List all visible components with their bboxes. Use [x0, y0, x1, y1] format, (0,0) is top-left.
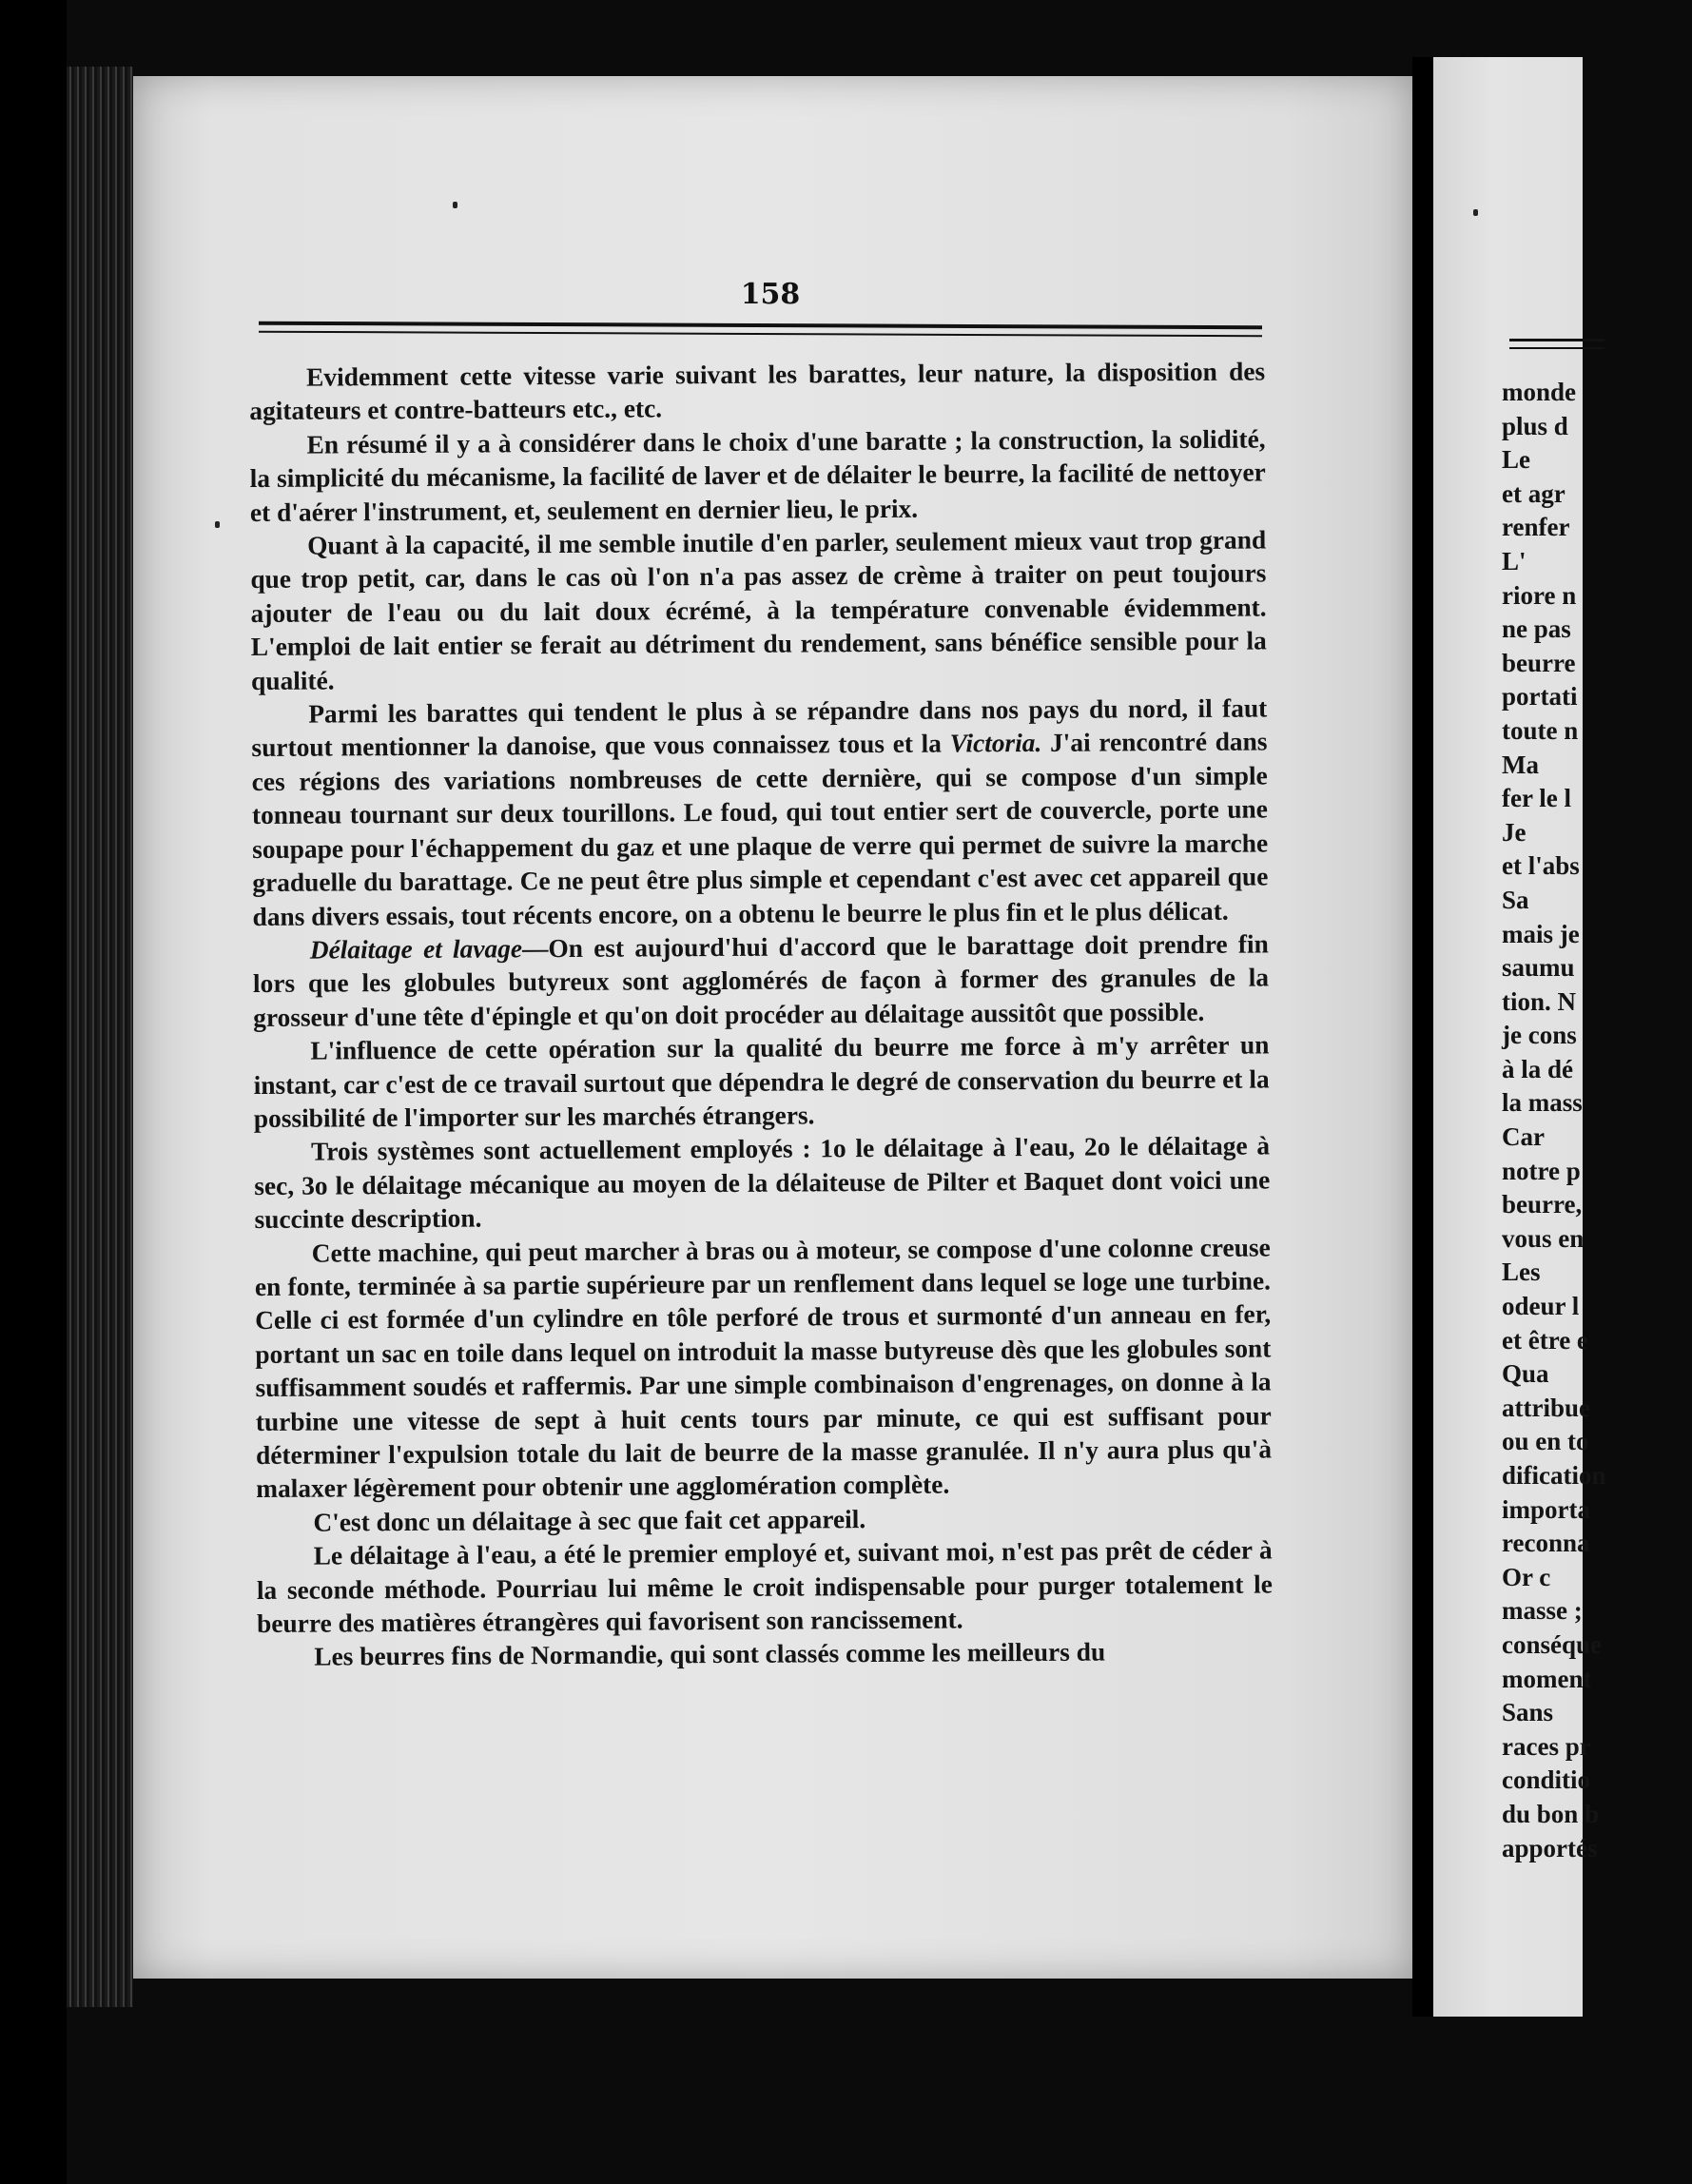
ink-speck	[453, 202, 457, 208]
adjacent-line-fragment: reconna	[1502, 1529, 1590, 1558]
adjacent-line-fragment: Ma	[1502, 750, 1539, 779]
adjacent-line-fragment: à la dé	[1502, 1054, 1574, 1083]
adjacent-page-text	[1502, 376, 1692, 1865]
adjacent-line-fragment: fer le l	[1502, 784, 1571, 813]
text-run: —On est aujourd'hui d'accord que le barattage doit prendre fin lors que les globules butyreux sont agglomérés de façon à former des granules de la grosseur d'une tête d'épingle et qu'on doit procéder au délaitage aussitôt que possible.	[252, 929, 1270, 1032]
adjacent-line-fragment: monde	[1502, 378, 1577, 406]
adjacent-line-fragment: importa	[1502, 1494, 1590, 1524]
text-run: Le délaitage à l'eau, a été le premier employé et, suivant moi, n'est pas prêt de céder à la seconde méthode. Pourriau lui même le croit indispensable pour purger totalement le beurre des matières étrangères qui favorisent son rancissement.	[256, 1535, 1273, 1639]
adjacent-line-fragment: masse ;	[1502, 1596, 1583, 1626]
adjacent-line-fragment: toute n	[1502, 715, 1579, 745]
adjacent-line-fragment: riore n	[1502, 580, 1577, 610]
adjacent-line-fragment: conséque	[1502, 1629, 1603, 1659]
adjacent-line-fragment: Je	[1502, 817, 1527, 847]
adjacent-line-fragment: Sans	[1502, 1698, 1554, 1727]
text-run: Les beurres fins de Normandie, qui sont classés comme les meilleurs du	[314, 1637, 1106, 1672]
scan-border	[0, 0, 67, 2184]
adjacent-line-fragment: et l'abs	[1502, 851, 1580, 881]
adjacent-line-fragment: renfer	[1502, 513, 1570, 542]
adjacent-line-fragment: attribue	[1502, 1393, 1590, 1422]
text-run: Trois systèmes sont actuellement employés : 1o le délaitage à l'eau, 2o le délaitage à sec, 3o le délaitage mécanique au moyen de la délaiteuse de Pilter et Baquet dont voici une succinte description.	[254, 1131, 1271, 1235]
adjacent-line-fragment: ne pas	[1502, 614, 1571, 644]
adjacent-line-fragment: beurre,	[1502, 1190, 1583, 1219]
paragraph	[250, 524, 1267, 699]
italic-text: Victoria.	[949, 729, 1042, 758]
paragraph	[255, 1231, 1273, 1507]
adjacent-line-fragment: tion. N	[1502, 986, 1577, 1016]
italic-text: Délaitage et lavage	[309, 934, 523, 965]
adjacent-line-fragment: beurre	[1502, 648, 1576, 677]
adjacent-line-fragment: mais je	[1502, 919, 1580, 948]
paragraph	[251, 692, 1268, 934]
text-run: Evidemment cette vitesse varie suivant les barattes, leur nature, la disposition des agitateurs et contre-batteurs etc., etc.	[249, 357, 1266, 426]
text-run: C'est donc un délaitage à sec que fait cet appareil.	[313, 1504, 866, 1537]
adjacent-line-fragment: conditio	[1502, 1765, 1591, 1795]
adjacent-line-fragment: Qua	[1502, 1359, 1549, 1389]
paragraph	[249, 422, 1266, 530]
adjacent-line-fragment: je cons	[1502, 1021, 1577, 1050]
paragraph	[249, 355, 1265, 428]
adjacent-line-fragment: ou en to	[1502, 1427, 1589, 1456]
adjacent-header-rule-thick	[1509, 339, 1604, 341]
adjacent-line-fragment: plus d	[1502, 411, 1568, 440]
adjacent-line-fragment: Car	[1502, 1122, 1545, 1152]
adjacent-line-fragment: notre p	[1502, 1156, 1581, 1185]
text-run: Cette machine, qui peut marcher à bras ou à moteur, se compose d'une colonne creuse en fonte, terminée à sa partie supérieure par un renflement dans lequel se loge une turbine. Celle ci est formée d'un cylindre en tôle perforé de trous et surmonté d'un anneau en fer, portant un sac en toile dans lequel on introduit la masse butyreuse dès que les globules sont suffisamment soudés et raffermis. Par une simple combinaison d'engrenages, on donne à la turbine une vitesse de sept à huit cents tours par minute, ce qui est suffisant pour déterminer l'expulsion totale du lait de beurre de la masse granulée. Il n'y aura plus qu'à malaxer légèrement pour obtenir une agglomération complète.	[254, 1233, 1273, 1504]
page-number: 158	[740, 278, 801, 311]
adjacent-line-fragment: Le	[1502, 445, 1530, 475]
ink-speck	[1473, 209, 1478, 216]
text-run: J'ai rencontré dans ces régions des variations nombreuses de cette dernière, qui se compose d'un simple tonneau tournant sur deux tourillons. Le foud, qui tout entier sert de couvercle, porte une soupape pour l'échappement du gaz et une plaque de verre qui permet de suivre la marche graduelle du barattage. Ce ne peut être plus simple et cependant c'est avec cet appareil que dans divers essais, tout récents encore, on a obtenu le beurre le plus fin et le plus délicat.	[251, 727, 1269, 931]
paragraph	[253, 1029, 1270, 1137]
adjacent-line-fragment: portati	[1502, 682, 1578, 712]
paragraph	[257, 1635, 1273, 1675]
book-gutter	[1412, 57, 1433, 2017]
adjacent-line-fragment: apportés	[1502, 1833, 1598, 1862]
adjacent-line-fragment: odeur l	[1502, 1292, 1580, 1321]
adjacent-line-fragment: dification	[1502, 1461, 1606, 1490]
adjacent-header-rule-thin	[1509, 347, 1604, 349]
adjacent-line-fragment: et être e	[1502, 1325, 1588, 1355]
book-edge	[67, 67, 133, 2007]
text-run: Parmi les barattes qui tendent le plus à se répandre dans nos pays du nord, il faut surtout mentionner la danoise, que vous connaissez tous et la	[251, 693, 1268, 763]
adjacent-line-fragment: saumu	[1502, 953, 1575, 983]
adjacent-line-fragment: L'	[1502, 546, 1527, 575]
paragraph	[257, 1534, 1274, 1642]
adjacent-line-fragment: races pr	[1502, 1731, 1591, 1761]
paragraph	[254, 1130, 1271, 1238]
adjacent-line-fragment: vous en	[1502, 1223, 1585, 1253]
text-run: L'influence de cette opération sur la qualité du beurre me force à m'y arrêter un instant, car c'est de ce travail surtout que dépendra le degré de conservation du beurre et la possibilité de l'importer sur les marchés étrangers.	[253, 1030, 1270, 1133]
page-text-body	[249, 355, 1273, 1674]
text-run: Quant à la capacité, il me semble inutile d'en parler, seulement mieux vaut trop grand que trop petit, car, dans le cas où l'on n'a pas assez de crème à traiter on peut toujours ajouter de l'eau ou du lait doux écrémé, à la température convenable évidemment. L'emploi de lait entier se ferait au détriment du rendement, sans bénéfice sensible pour la qualité.	[250, 525, 1267, 695]
ink-speck	[215, 521, 220, 528]
adjacent-line-fragment: Les	[1502, 1258, 1541, 1287]
adjacent-page	[1433, 57, 1606, 2017]
adjacent-line-fragment: la mass	[1502, 1088, 1583, 1118]
adjacent-line-fragment: du bon b	[1502, 1799, 1600, 1828]
adjacent-line-fragment: moment	[1502, 1664, 1592, 1693]
paragraph	[253, 927, 1270, 1035]
adjacent-line-fragment: Or c	[1502, 1562, 1551, 1591]
text-run: En résumé il y a à considérer dans le choix d'une baratte ; la construction, la solidité, la simplicité du mécanisme, la facilité de laver et de délaiter le beurre, la facilité de nettoyer et d'aérer l'instrument, et, seulement en dernier lieu, le prix.	[249, 424, 1266, 527]
adjacent-line-fragment: Sa	[1502, 885, 1529, 914]
adjacent-line-fragment: et agr	[1502, 478, 1566, 508]
